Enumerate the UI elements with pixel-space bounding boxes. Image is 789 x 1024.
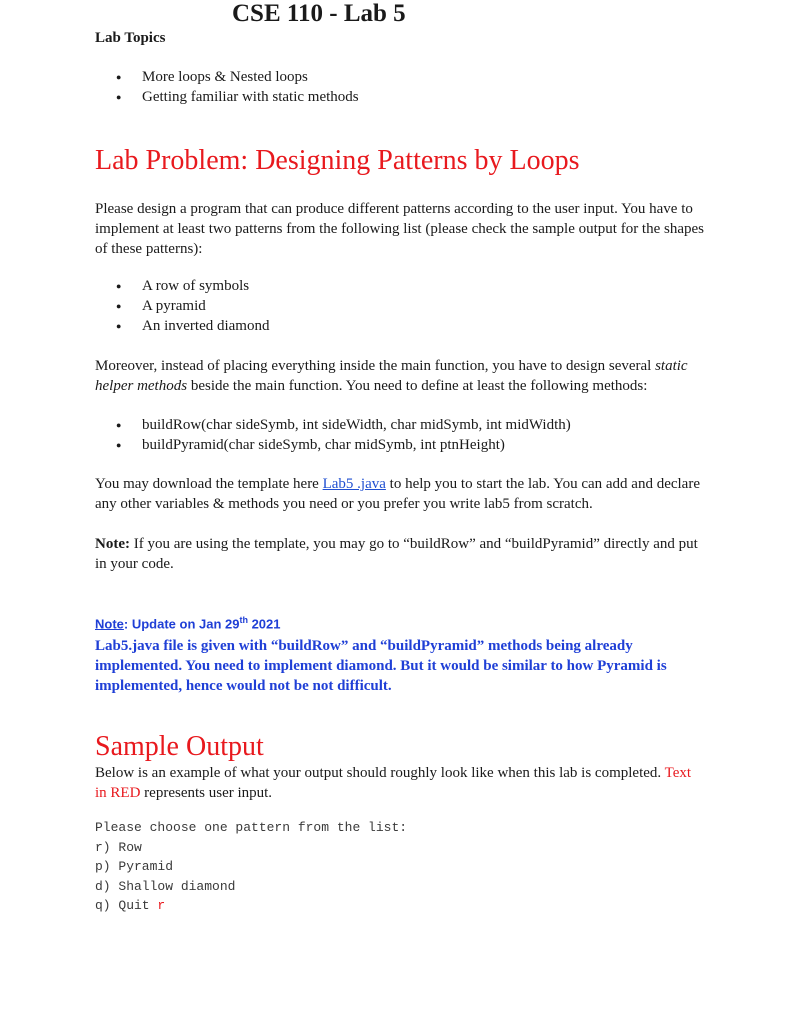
list-item: ● An inverted diamond <box>95 316 269 336</box>
code-line: d) Shallow diamond <box>95 878 236 894</box>
sample-desc-text-end: represents user input. <box>140 785 273 801</box>
sample-description <box>95 763 705 803</box>
methods-intro <box>95 356 705 396</box>
topics-list <box>95 67 359 107</box>
static-helper-methods-emphasis: static helper methods <box>95 358 688 394</box>
code-line-text: q) Quit <box>95 898 158 913</box>
code-line: Please choose one pattern from the list: <box>95 820 408 835</box>
update-date: : Update on Jan 29 <box>123 616 240 632</box>
patterns-list <box>95 276 269 336</box>
note-text: If you are using the template, you may go to “buildRow” and “buildPyramid” directly and put in your code. <box>95 536 698 572</box>
list-item: ● A row of symbols <box>95 276 269 296</box>
update-note-heading <box>95 615 281 631</box>
user-input: r <box>157 898 166 913</box>
sample-desc-text: Below is an example of what your output should roughly look like when this lab is completed. <box>95 765 665 781</box>
template-note <box>95 534 705 574</box>
problem-intro: Please design a program that can produce different patterns according to the user input. You have to implement at least two patterns from the following list (please check the sample output for the shapes of these patterns): <box>95 201 705 257</box>
lab-topics-label: Lab Topics <box>95 30 166 46</box>
problem-heading: Lab Problem: Designing Patterns by Loops <box>95 145 580 176</box>
download-text: You may download the template here <box>95 476 323 492</box>
download-text-end: to help you to start the lab. You can add and declare any other variables & methods you need or you prefer you write lab5 from scratch. <box>95 476 700 512</box>
sample-output-heading: Sample Output <box>95 731 264 762</box>
update-date-sup: th <box>239 615 248 625</box>
list-item: ● More loops & Nested loops <box>95 67 359 87</box>
note-label: Note: <box>95 536 130 552</box>
list-item: ● A pyramid <box>95 296 269 316</box>
sample-output-code <box>95 818 407 916</box>
code-line: p) Pyramid <box>95 859 174 874</box>
code-line: r) Row <box>95 839 142 855</box>
list-item: ● buildRow(char sideSymb, int sideWidth, char midSymb, int midWidth) <box>95 415 571 435</box>
list-item: ● buildPyramid(char sideSymb, char midSymb, int ptnHeight) <box>95 435 571 455</box>
template-download-link[interactable]: Lab5 .java <box>322 476 386 492</box>
red-text-legend: Text in RED <box>95 765 692 801</box>
methods-list <box>95 415 571 455</box>
update-note-label: Note <box>95 616 124 632</box>
page-title: CSE 110 - Lab 5 <box>232 0 406 27</box>
methods-intro-text: Moreover, instead of placing everything inside the main function, you have to design several <box>95 358 656 374</box>
download-paragraph <box>95 474 705 514</box>
list-item: ● Getting familiar with static methods <box>95 87 359 107</box>
update-note-body: Lab5.java file is given with “buildRow” and “buildPyramid” methods being already implemented. You need to implement diamond. But it would be similar to how Pyramid is implemented, hence would not be not difficult. <box>95 638 667 694</box>
code-line-quit <box>95 896 407 916</box>
methods-intro-text-end: beside the main function. You need to define at least the following methods: <box>187 378 648 394</box>
update-year: 2021 <box>247 616 281 632</box>
